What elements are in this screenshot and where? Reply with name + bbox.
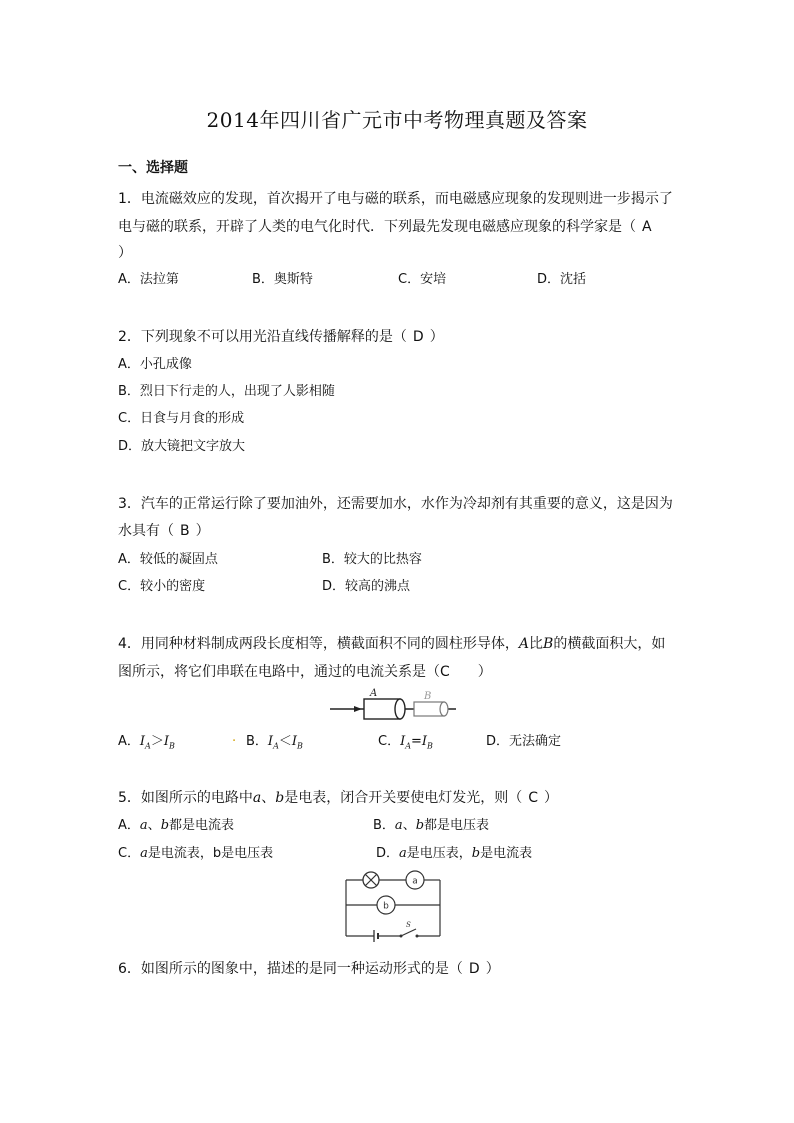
q4-figure-label-a: A <box>370 688 378 699</box>
q4-option-c-var1: I <box>400 734 406 749</box>
q2-answer: D <box>412 329 424 345</box>
q6-stem <box>118 958 500 978</box>
q1-answer: A <box>642 219 652 235</box>
q4-option-b <box>246 730 303 751</box>
q3-option-d: D．较高的沸点 <box>322 579 411 594</box>
q5-stem-text-b: 是电表，闭合开关要使电灯发光，则（ <box>284 790 523 806</box>
q5-option-c-text: 是电流表，b是电压表 <box>147 846 274 861</box>
q4-option-c-sub2: B <box>427 741 433 751</box>
q5-meter-b-label: b <box>383 901 389 912</box>
q4-option-d: D．无法确定 <box>486 734 562 749</box>
q3-stem-line1: 3．汽车的正常运行除了要加油外，还需要加水，水作为冷却剂有其重要的意义，这是因为 <box>118 496 673 512</box>
q6-stem-text: 6．如图所示的图象中，描述的是同一种运动形式的是（ <box>118 961 463 977</box>
q4-conductor-a-end <box>395 699 405 719</box>
q4-option-a-sub2: B <box>168 741 175 751</box>
q4-option-a-op: ＞ <box>150 734 164 749</box>
q4-var-b: B <box>543 636 554 652</box>
q5-option-a-var-b: b <box>160 818 170 833</box>
q1-stem-line2 <box>118 216 658 236</box>
q4-option-b-var2: I <box>291 734 297 749</box>
q4-option-a <box>118 730 175 751</box>
document-title: 2014年四川省广元市中考物理真题及答案 <box>206 108 588 132</box>
q6-stem-close: ） <box>485 961 500 977</box>
q5-var-a: a <box>252 790 262 806</box>
q4-option-c-sub1: A <box>405 741 411 751</box>
q5-stem-close: ） <box>544 790 559 806</box>
q6-answer: D <box>468 961 480 977</box>
q5-option-c-label: C． <box>118 846 141 861</box>
q5-option-b-sep: 、 <box>402 818 416 833</box>
q5-switch-icon <box>401 929 416 936</box>
q4-figure-label-b: B <box>424 691 432 702</box>
q3-answer: B <box>180 523 190 539</box>
q4-option-a-label: A． <box>118 734 140 749</box>
q5-option-a-label: A． <box>118 818 140 833</box>
q5-option-d-var-b: b <box>471 846 481 861</box>
q4-var-a: A <box>518 636 530 652</box>
q2-stem <box>118 326 444 346</box>
q1-stem-line3: ） <box>118 245 132 261</box>
q5-option-b-label: B． <box>373 818 395 833</box>
q4-current-arrow <box>354 706 362 712</box>
q4-option-c-var2: I <box>421 734 428 749</box>
q4-stray-dot: . <box>232 730 237 745</box>
q1-option-b: B．奥斯特 <box>252 272 313 287</box>
q5-stem <box>118 787 558 807</box>
q4-option-c <box>378 730 433 751</box>
q4-stem-line1 <box>118 633 665 653</box>
q3-stem-line2 <box>118 520 210 540</box>
q2-option-b: B．烈日下行走的人，出现了人影相随 <box>118 384 335 399</box>
q5-option-b-var-b: b <box>415 818 425 833</box>
q3-option-c: C．较小的密度 <box>118 579 206 594</box>
q4-stem-text-a: 4．用同种材料制成两段长度相等，横截面积不同的圆柱形导体， <box>118 636 519 652</box>
q1-option-a: A．法拉第 <box>118 272 179 287</box>
q3-stem-text: 水具有（ <box>118 523 174 539</box>
q5-option-a-var-a: a <box>139 818 148 833</box>
q2-stem-close: ） <box>429 329 444 345</box>
q5-option-d-var-a: a <box>399 846 407 861</box>
q4-option-a-sub1: A <box>145 741 151 751</box>
section-heading: 一、选择题 <box>118 160 188 176</box>
q3-option-b: B．较大的比热容 <box>322 552 422 567</box>
q1-stem-text: 电与磁的联系，开辟了人类的电气化时代．下列最先发现电磁感应现象的科学家是（ <box>118 219 636 235</box>
q4-option-a-var2: I <box>163 734 169 749</box>
q5-circuit-diagram <box>340 866 450 946</box>
q2-option-d: D．放大镜把文字放大 <box>118 439 246 454</box>
q2-option-c: C．日食与月食的形成 <box>118 411 245 426</box>
q4-option-b-sub1: A <box>273 741 279 751</box>
q5-option-b <box>373 814 489 833</box>
q5-option-d-text1: 是电压表， <box>406 846 472 861</box>
q4-stem-line2: 图所示，将它们串联在电路中，通过的电流关系是（C ） <box>118 664 492 680</box>
q5-option-d-text2: 是电流表 <box>480 846 533 861</box>
q4-option-b-sub2: B <box>297 741 303 751</box>
q5-meter-a-label: a <box>412 876 418 887</box>
q5-var-b: b <box>275 790 285 806</box>
q4-option-b-var1: I <box>267 734 274 749</box>
q5-option-b-text: 都是电压表 <box>424 818 490 833</box>
q5-answer: C <box>528 790 539 806</box>
q5-option-a <box>118 814 234 833</box>
q2-stem-text: 2．下列现象不可以用光沿直线传播解释的是（ <box>118 329 407 345</box>
q5-option-a-sep: 、 <box>147 818 161 833</box>
q5-sep: 、 <box>261 790 276 806</box>
q5-option-c <box>118 842 273 861</box>
q1-stem-line1: 1．电流磁效应的发现，首次揭开了电与磁的联系，而电磁感应现象的发现则进一步揭示了 <box>118 191 673 207</box>
q4-option-b-op: ＜ <box>278 734 292 749</box>
q3-stem-close: ） <box>195 523 210 539</box>
q5-option-d-label: D． <box>376 846 400 861</box>
q5-option-d <box>376 842 532 861</box>
q1-option-c: C．安培 <box>398 272 447 287</box>
q4-option-a-var1: I <box>139 734 146 749</box>
q3-option-a: A．较低的凝固点 <box>118 552 218 567</box>
q1-option-d: D．沈括 <box>537 272 587 287</box>
q4-option-b-label: B． <box>246 734 268 749</box>
q5-option-a-text: 都是电流表 <box>169 818 235 833</box>
q2-option-a: A．小孔成像 <box>118 357 192 372</box>
q5-option-c-var-a: a <box>140 846 148 861</box>
q5-stem-text-a: 5．如图所示的电路中 <box>118 790 253 806</box>
q5-option-b-var-a: a <box>394 818 403 833</box>
q4-option-c-label: C． <box>378 734 401 749</box>
q4-option-c-op: = <box>411 734 422 749</box>
q5-switch-label: S <box>406 921 411 929</box>
q4-conductor-figure <box>328 686 458 726</box>
q4-stem-text-c: 的横截面积大，如 <box>553 636 666 652</box>
q4-stem-text-b: 比 <box>529 636 544 652</box>
q4-conductor-b-end <box>440 702 448 716</box>
